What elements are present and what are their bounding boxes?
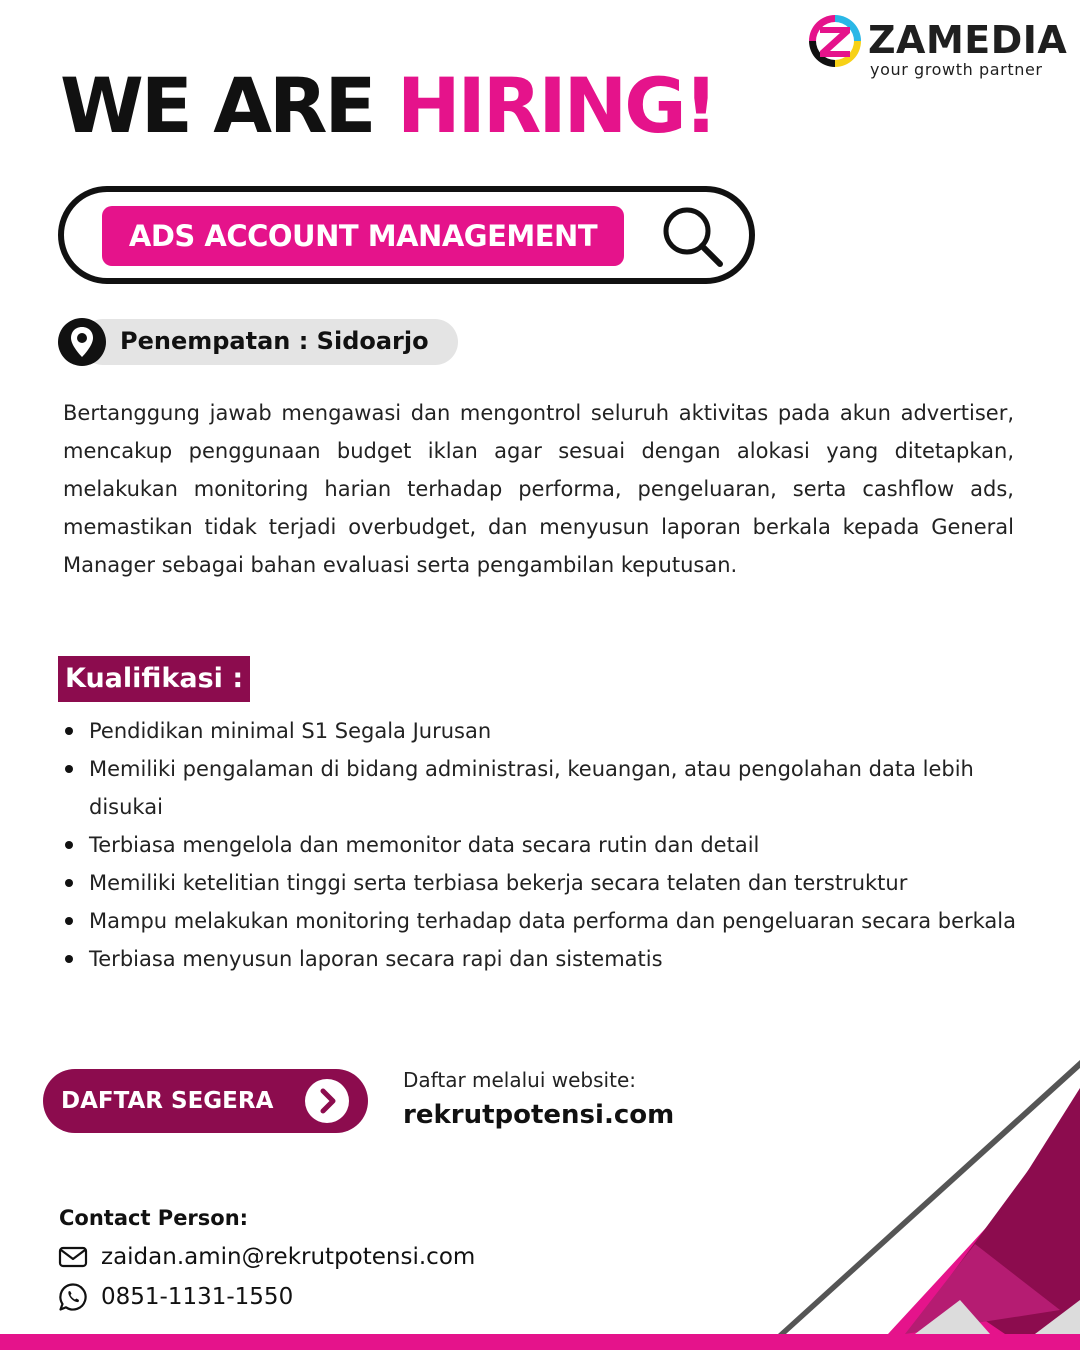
qualification-item: Terbiasa menyusun laporan secara rapi dan sistematis: [64, 940, 1016, 978]
mail-icon: [58, 1242, 88, 1272]
brand-logo: [808, 14, 1070, 80]
job-search-bar: [58, 186, 755, 284]
qualification-item: Pendidikan minimal S1 Segala Jurusan: [64, 712, 1016, 750]
headline-part1: WE ARE: [60, 61, 374, 150]
map-pin-icon-circle: [58, 318, 106, 366]
chevron-right-icon: [305, 1079, 349, 1123]
website-link[interactable]: rekrutpotensi.com: [403, 1100, 675, 1130]
contact-email[interactable]: zaidan.amin@rekrutpotensi.com: [101, 1244, 476, 1270]
qualification-item: Mampu melakukan monitoring terhadap data performa dan pengeluaran secara berkala: [64, 902, 1016, 940]
contact-phone[interactable]: 0851-1131-1550: [101, 1284, 294, 1310]
brand-tagline: your growth partner: [870, 60, 1043, 79]
qualification-item: Memiliki pengalaman di bidang administrasi, keuangan, atau pengolahan data lebih disukai: [64, 750, 1016, 826]
qualifications-title: Kualifikasi :: [58, 656, 250, 702]
map-pin-icon: [58, 318, 106, 366]
zamedia-logo-icon: [808, 14, 862, 68]
apply-now-button[interactable]: [43, 1069, 368, 1133]
qualification-item: Terbiasa mengelola dan memonitor data secara rutin dan detail: [64, 826, 1016, 864]
location-badge: [58, 318, 458, 366]
qualification-item: Memiliki ketelitian tinggi serta terbiasa bekerja secara telaten dan terstruktur: [64, 864, 1016, 902]
job-title-pill: ADS ACCOUNT MANAGEMENT: [102, 206, 624, 266]
brand-name: ZAMEDIA: [868, 18, 1068, 62]
page-title: [60, 60, 715, 152]
contact-title: Contact Person:: [59, 1206, 249, 1230]
search-icon: [660, 204, 726, 270]
whatsapp-icon: [58, 1282, 88, 1312]
location-label: Penempatan : Sidoarjo: [120, 327, 429, 355]
website-label: Daftar melalui website:: [403, 1068, 636, 1092]
qualifications-list: [64, 712, 1016, 978]
apply-now-label: DAFTAR SEGERA: [61, 1088, 274, 1114]
headline-part2: HIRING!: [396, 61, 716, 150]
job-description: Bertanggung jawab mengawasi dan mengontrol seluruh aktivitas pada akun advertiser, mencakup penggunaan budget iklan agar sesuai dengan alokasi yang ditetapkan, melakukan monitoring harian terhadap performa, pengeluaran, serta cashflow ads, memastikan tidak terjadi overbudget, dan menyusun laporan berkala kepada General Manager sebagai bahan evaluasi serta pengambilan keputusan.: [63, 401, 1014, 577]
chevron-right-icon-circle: [305, 1079, 349, 1123]
